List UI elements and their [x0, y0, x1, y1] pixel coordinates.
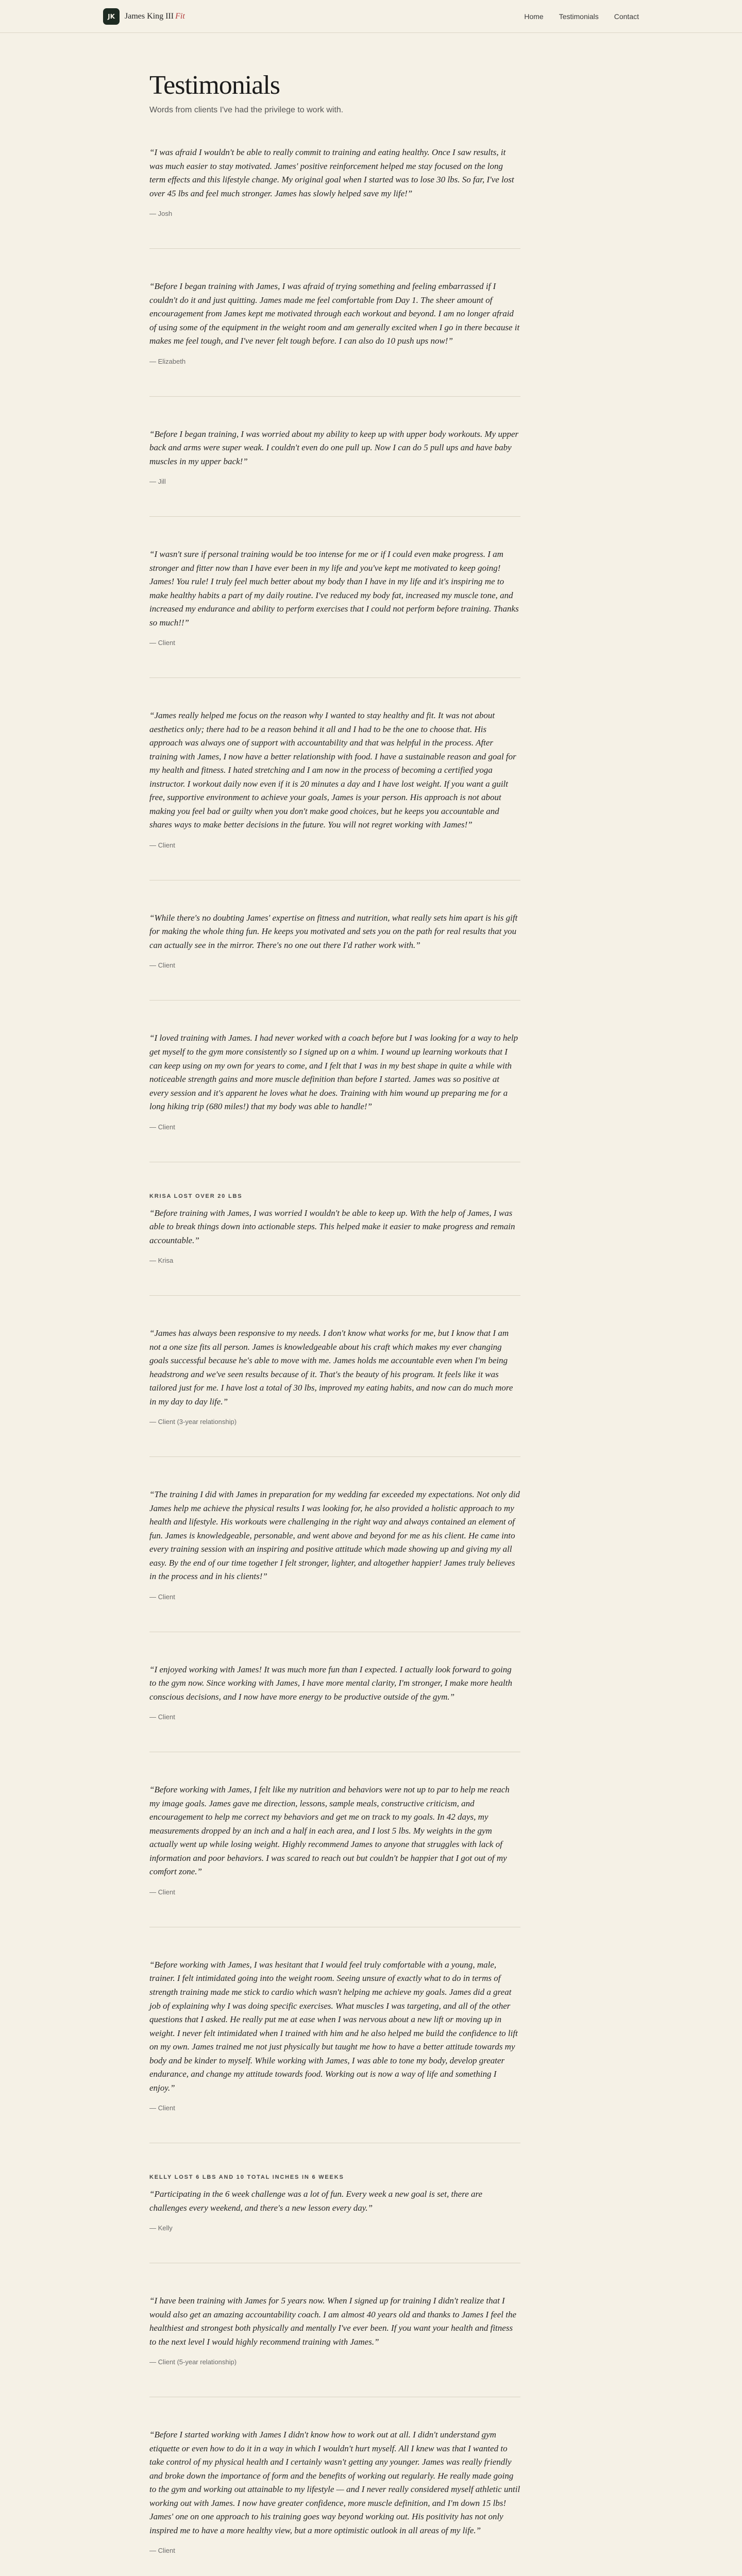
testimonial-author: — Client (5-year relationship) [149, 2358, 237, 2366]
testimonial-item [149, 1632, 520, 1721]
testimonial-item [149, 1752, 520, 1896]
testimonial-author: — Elizabeth [149, 357, 186, 365]
testimonial-item [149, 248, 520, 365]
testimonial-item [149, 396, 520, 486]
page-title: Testimonials [149, 71, 280, 100]
testimonial-author: — Kelly [149, 2224, 173, 2232]
testimonial-quote: “Participating in the 6 week challenge was a lot of fun. Every week a new goal is set, there are challenges every weekend, and there's a new lesson every day.” [149, 2189, 483, 2213]
testimonial-quote: “I loved training with James. I had never worked with a coach before but I was looking for a way to help get myself to the gym more consistently so I signed up on a whim. I wound up learning workouts that I can keep using on my own for years to come, and I felt that I was in my best shape in quite a while with noticeable strength gains and more muscle definition than before I started. James was so positive at every session and it's apparent he loves what he does. Training with him wound up preparing me for a long hiking trip (680 miles!) that my body was able to handle!” [149, 1033, 518, 1112]
testimonial-quote: “Before I began training, I was worried about my ability to keep up with upper body workouts. My upper back and arms were super weak. I couldn't even do one pull up. Now I can do 5 pull ups and have baby muscles in my upper back!” [149, 429, 519, 466]
page-subtitle: Words from clients I've had the privilege to work with. [149, 106, 344, 114]
testimonial-quote: “Before I began training with James, I was afraid of trying something and feeling embarrassed if I couldn't do it and just quitting. James made me feel comfortable from Day 1. The sheer amount of encouragement from James kept me motivated through each workout and beyond. I am no longer afraid of using some of the equipment in the weight room and am generally excited when I go in there because it makes me feel tough, and I've never felt tough before. I can also do 10 push ups now!” [149, 281, 520, 346]
brand-text [125, 12, 185, 21]
testimonial-item [149, 2397, 520, 2554]
testimonial-quote: “I wasn't sure if personal training would be too intense for me or if I could even make progress. I am stronger and fitter now than I have ever been in my life and you've kept me motivated to keep going! James! You rule! I truly feel much better about my body than I have in my life and it's inspiring me to make healthy habits a part of my daily routine. I've reduced my body fat, increased my muscle tone, and increased my endurance and ability to perform exercises that I could not perform before training. Thanks so much!!” [149, 549, 519, 628]
nav-testimonials[interactable]: Testimonials [559, 12, 599, 21]
testimonial-item [149, 516, 520, 647]
testimonial-author: — Client (3-year relationship) [149, 1418, 237, 1426]
testimonial-item [149, 146, 520, 217]
testimonial-item [149, 1456, 520, 1601]
testimonial-quote: “I enjoyed working with James! It was much more fun than I expected. I actually look forward to going to the gym now. Since working with James, I have more mental clarity, I'm stronger, I make more health conscious decisions, and I now have more energy to be productive outside of the gym.” [149, 1664, 512, 1702]
testimonial-quote: “I was afraid I wouldn't be able to really commit to training and eating healthy. Once I saw results, it was much easier to stay motivated. James' positive reinforcement helped me stay focused on the long term effects and this lifestyle change. My original goal when I started was to lose 30 lbs. So far, I've lost over 45 lbs and feel much stronger. James has slowly helped save my life!” [149, 147, 514, 198]
testimonial-quote: “While there's no doubting James' expertise on fitness and nutrition, what really sets him apart is his gift for making the whole thing fun. He keeps you motivated and sets you on the path for real results that you can actually see in the mirror. There's no one out there I'd rather work with.” [149, 912, 518, 950]
testimonial-quote: “James has always been responsive to my needs. I don't know what works for me, but I know that I am not a one size fits all person. James is knowledgeable about his craft which makes my ever changing goals successful because he's able to move with me. James holds me accountable even when I'm being headstrong and we've seen results because of it. That's the beauty of his program. It feels like it was tailored just for me. I have lost a total of 30 lbs, improved my eating habits, and now can do much more in my day to day life.” [149, 1328, 513, 1406]
testimonial-heading: KELLY LOST 6 LBS AND 10 TOTAL INCHES IN 6 WEEKS [149, 2174, 344, 2181]
testimonial-item [149, 2263, 520, 2366]
brand-accent: Fit [175, 11, 185, 21]
testimonial-quote: “Before working with James, I felt like my nutrition and behaviors were not up to par to help me reach my image goals. James gave me direction, lessons, sample meals, constructive criticism, and encouragement to help me correct my behaviors and get me on track to my goals. In 42 days, my measurements dropped by an inch and a half in each area, and I lost 5 lbs. My weights in the gym actually went up while losing weight. Highly recommend James to anyone that struggles with lack of information and poor behaviors. I was scared to reach out but couldn't be happier that I got out of my comfort zone.” [149, 1785, 510, 1877]
testimonial-list [149, 146, 593, 2554]
testimonial-item [149, 677, 520, 849]
testimonial-quote: “I have been training with James for 5 years now. When I signed up for training I didn't realize that I would also get an amazing accountability coach. I am almost 40 years old and thanks to James I feel the healthiest and strongest both physically and mentally I've ever been. If you want your health and fitness to the next level I would highly recommend training with James.” [149, 2296, 517, 2347]
main-nav [524, 12, 639, 21]
testimonial-author: — Krisa [149, 1257, 174, 1265]
testimonial-quote: “James really helped me focus on the reason why I wanted to stay healthy and fit. It was not about aesthetics only; there had to be a reason behind it all and I had to be the one to choose that. His approach was always one of support with accountability and that was helpful in the process. After training with James, I now have a better relationship with food. I have a sustainable reason and goal for my health and fitness. I hated stretching and I am now in the process of becoming a certified yoga instructor. I workout daily now even if it is 20 minutes a day and I have lost weight. If you want a guilt free, supportive environment to achieve your goals, James is your person. His approach is not about making you feel bad or guilty when you don't make good choices, but he keeps you accountable and shares ways to make better decisions in the future. You will not regret working with James!” [149, 710, 516, 830]
testimonial-quote: “The training I did with James in preparation for my wedding far exceeded my expectations. Not only did James help me achieve the physical results I was looking for, he also provided a holistic approach to my health and lifestyle. His workouts were challenging in the right way and always contained an element of fun. James is knowledgeable, personable, and went above and beyond for me as his client. He came into every training session with an inspiring and positive attitude which made showing up and giving my all easy. By the end of our time together I felt stronger, lighter, and altogether happier! James truly believes in the process and in his clients!” [149, 1489, 520, 1582]
testimonial-quote: “Before I started working with James I didn't know how to work out at all. I didn't understand gym etiquette or even how to do it in a way in which I wouldn't hurt myself. All I knew was that I wanted to take control of my physical health and I certainly wasn't getting any younger. James was really friendly and broke down the importance of form and the benefits of working out regularly. He really made going to the gym and working out attainable to my lifestyle — and I never really considered myself athletic until working out with James. I now have greater confidence, more muscle definition, and I'm down 15 lbs! James' one on one approach to his training goes way beyond working out. His positivity has not only inspired me to have a more healthy view, but a more optimistic outlook in all areas of my life.” [149, 2430, 520, 2535]
testimonial-heading: KRISA LOST OVER 20 LBS [149, 1193, 243, 1199]
testimonial-author: — Client [149, 841, 175, 849]
testimonial-item [149, 1000, 520, 1130]
testimonial-author: — Client [149, 2104, 175, 2112]
testimonial-quote: “Before training with James, I was worried I wouldn't be able to keep up. With the help of James, I was able to break things down into actionable steps. This helped make it easier to make progress and remain accountable.” [149, 1208, 515, 1245]
testimonial-item [149, 1162, 520, 1265]
site-header [0, 0, 742, 33]
main-content [149, 33, 593, 2576]
testimonial-author: — Client [149, 639, 175, 647]
testimonial-item [149, 1295, 520, 1426]
brand-link[interactable] [103, 8, 185, 25]
brand-name: James King III [125, 11, 174, 21]
testimonial-author: — Josh [149, 210, 173, 218]
logo-badge: JK [103, 8, 120, 25]
testimonial-author: — Jill [149, 478, 166, 486]
testimonial-item [149, 2143, 520, 2232]
testimonial-quote: “Before working with James, I was hesitant that I would feel truly comfortable with a young, male, trainer. I felt intimidated going into the weight room. Seeing unsure of exactly what to do in terms of strength training made me stick to cardio which wasn't helping me achieve my goals. James did a great job of explaining why I was doing specific exercises. What muscles I was targeting, and all of the other questions that I asked. He really put me at ease when I was nervous about a new lift or moving up in weight. I never felt intimidated when I trained with him and he also helped me build the confidence to lift on my own. James trained me not just physically but taught me how to have a better attitude towards my body and be kinder to myself. While working with James, I was able to tone my body, develop greater endurance, and change my attitude towards food. Working out is now a way of life and something I enjoy.” [149, 1959, 518, 2093]
testimonial-author: — Client [149, 2547, 175, 2555]
testimonial-author: — Client [149, 1713, 175, 1721]
testimonial-author: — Client [149, 961, 175, 970]
header-inner [103, 8, 639, 25]
testimonial-author: — Client [149, 1123, 175, 1131]
testimonial-item [149, 1927, 520, 2112]
testimonial-author: — Client [149, 1888, 175, 1896]
testimonial-author: — Client [149, 1592, 175, 1601]
nav-home[interactable]: Home [524, 12, 544, 21]
nav-contact[interactable]: Contact [614, 12, 639, 21]
testimonial-item [149, 880, 520, 970]
